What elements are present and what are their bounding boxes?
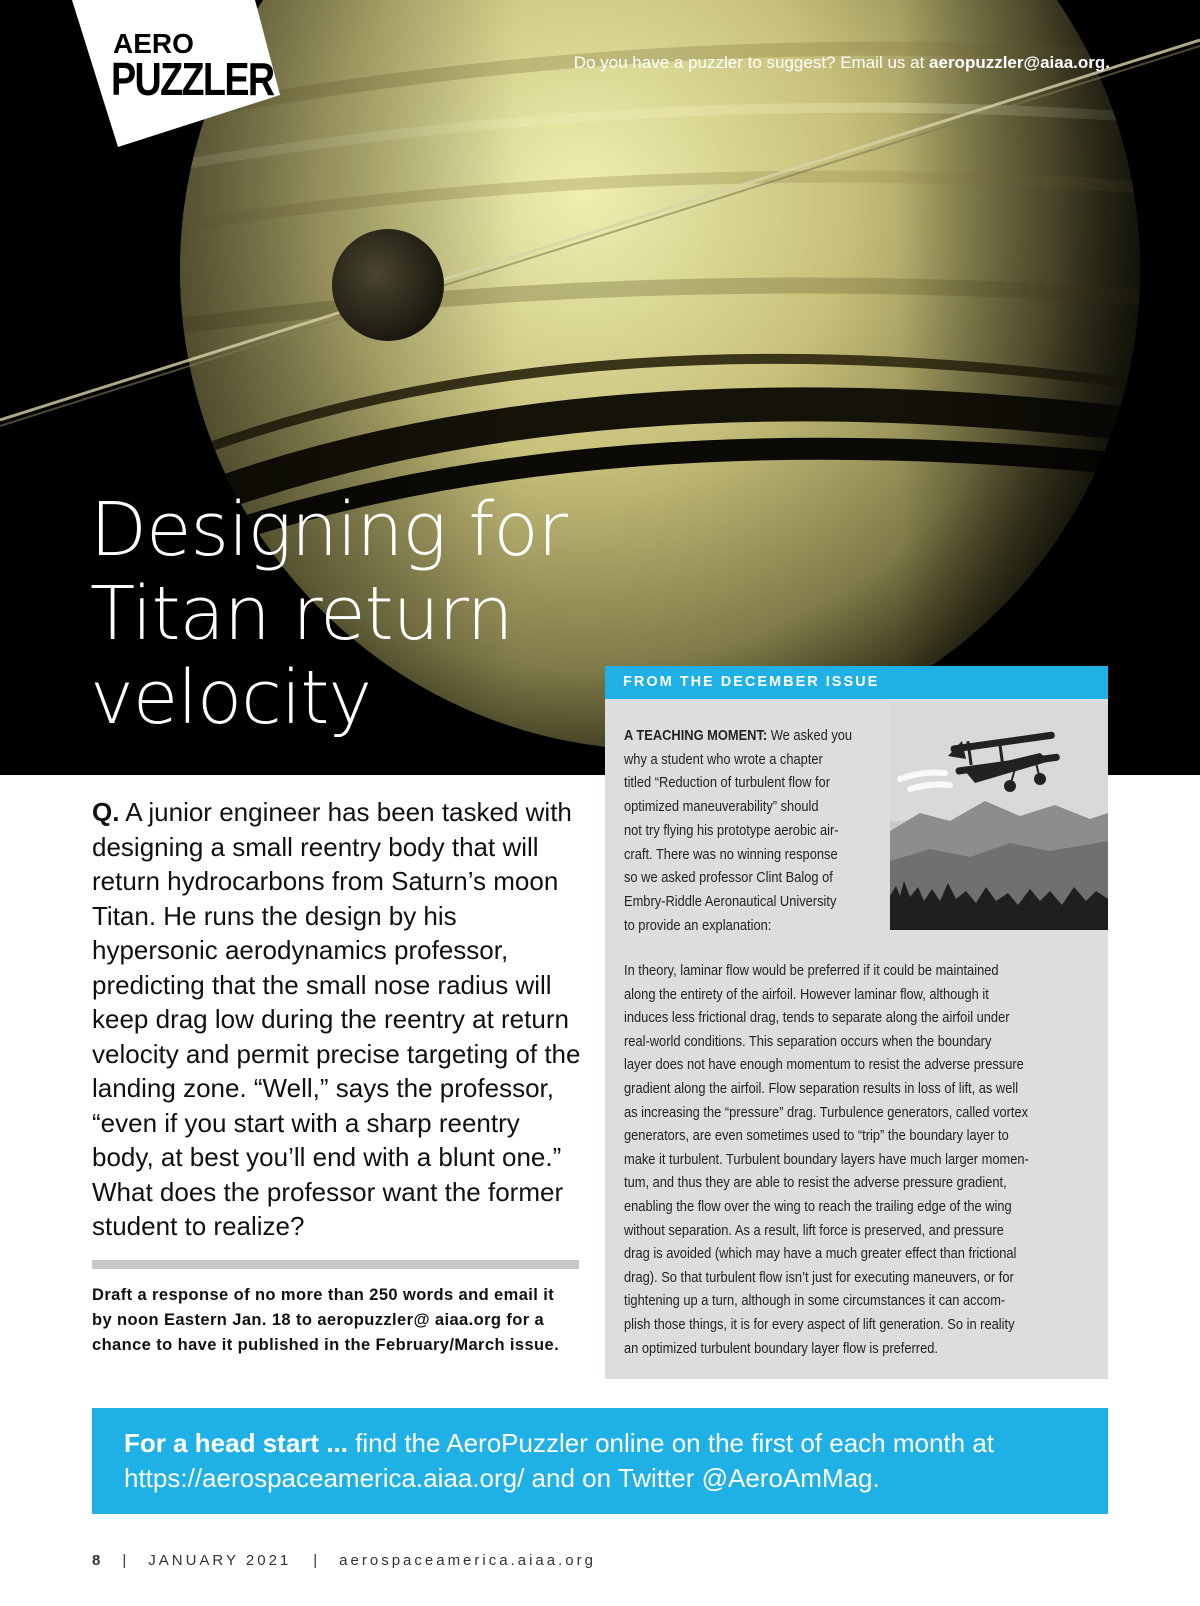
- head-start-text[interactable]: find the AeroPuzzler online on the first of each month at https://aerospaceamerica.aiaa.org/ and on Twitter @AeroAmMag.: [124, 1428, 995, 1493]
- teaching-line: optimized maneuverability” should: [624, 799, 819, 816]
- aeropuzzler-logo: [0, 0, 290, 150]
- teaching-line: Embry-Riddle Aeronautical University: [624, 893, 837, 910]
- issue-date: JANUARY 2021: [148, 1552, 292, 1569]
- answer-line: gradient along the airfoil. Flow separation results in loss of lift, as well: [624, 1080, 1019, 1097]
- page-title: [90, 488, 610, 740]
- head-start-banner: [92, 1408, 1108, 1514]
- divider: [92, 1260, 579, 1269]
- answer-line: real-world conditions. This separation occurs when the boundary: [624, 1033, 992, 1050]
- answer-line: drag). So that turbulent flow isn’t just for executing maneuvers, or for: [624, 1269, 1014, 1286]
- question-text: [92, 795, 582, 1244]
- biplane-photo: [890, 701, 1108, 930]
- title-line-1: Designing for: [90, 487, 568, 573]
- title-line-2: Titan return: [90, 571, 513, 657]
- logo-aero-text: AERO: [113, 28, 194, 59]
- footer-separator: |: [122, 1552, 127, 1569]
- december-issue-sidebar: [605, 666, 1108, 1379]
- suggest-email-link[interactable]: aeropuzzler@aiaa.org.: [929, 53, 1110, 72]
- logo-puzzler-text: PUZZLER: [111, 53, 274, 105]
- suggest-text: Do you have a puzzler to suggest? Email us at: [573, 53, 930, 72]
- page-footer: [92, 1552, 596, 1569]
- answer-line: enabling the flow over the wing to reach the trailing edge of the wing: [624, 1198, 1012, 1215]
- suggest-line: [574, 53, 1110, 73]
- answer-line: generators, are even sometimes used to “trip” the boundary layer to: [624, 1128, 1009, 1145]
- teaching-line: craft. There was no winning response: [624, 846, 838, 863]
- answer-line: plish those things, it is for every aspect of lift generation. So in reality: [624, 1316, 1015, 1333]
- teaching-line: to provide an explanation:: [624, 917, 772, 934]
- answer-line: as increasing the “pressure” drag. Turbulence generators, called vortex: [624, 1104, 1029, 1121]
- question-label: Q.: [92, 797, 120, 827]
- teaching-line: titled “Reduction of turbulent flow for: [624, 775, 830, 792]
- teaching-label: A TEACHING MOMENT:: [624, 728, 768, 744]
- teaching-line-text: We asked you: [767, 728, 853, 744]
- sidebar-header: FROM THE DECEMBER ISSUE: [605, 666, 1108, 699]
- answer-line: make it turbulent. Turbulent boundary layers have much larger momen-: [624, 1151, 1029, 1168]
- answer-text: [624, 960, 1097, 1361]
- answer-line: an optimized turbulent boundary layer flow is preferred.: [624, 1340, 938, 1357]
- teaching-line: [624, 725, 853, 749]
- answer-line: induces less frictional drag, tends to separate along the airfoil under: [624, 1010, 1010, 1027]
- answer-line: In theory, laminar flow would be preferred if it could be maintained: [624, 963, 999, 979]
- teaching-line: so we asked professor Clint Balog of: [624, 870, 833, 887]
- teaching-line: why a student who wrote a chapter: [624, 751, 823, 768]
- answer-line: drag is avoided (which may have a much greater effect than frictional: [624, 1246, 1017, 1263]
- title-line-3: velocity: [90, 655, 372, 741]
- answer-line: along the entirety of the airfoil. However laminar flow, although it: [624, 986, 989, 1003]
- answer-line: tum, and thus they are able to resist the adverse pressure gradient,: [624, 1175, 1007, 1192]
- answer-line: tightening up a turn, although in some circumstances it can accom-: [624, 1293, 1006, 1310]
- page-number: 8: [92, 1552, 101, 1569]
- head-start-lead: For a head start ...: [124, 1428, 348, 1458]
- footer-site-link[interactable]: aerospaceamerica.aiaa.org: [339, 1552, 596, 1569]
- teaching-moment-text: [624, 725, 853, 938]
- submission-instructions: Draft a response of no more than 250 words and email it by noon Eastern Jan. 18 to aeropuzzler@ aiaa.org for a chance to have it published in the February/March issue.: [92, 1286, 560, 1354]
- answer-line: layer does not have enough momentum to resist the adverse pressure: [624, 1057, 1024, 1074]
- question-body: A junior engineer has been tasked with designing a small reentry body that will return hydrocarbons from Saturn’s moon Titan. He runs the design by his hypersonic aerodynamics professor, predicting that the small nose radius will keep drag low during the reentry at return velocity and permit precise targeting of the landing zone. “Well,” says the professor, “even if you start with a sharp reentry body, at best you’ll end with a blunt one.” What does the professor want the former student to realize?: [92, 797, 581, 1241]
- answer-line: without separation. As a result, lift force is preserved, and pressure: [624, 1222, 1004, 1239]
- footer-separator: |: [313, 1552, 318, 1569]
- teaching-line: not try flying his prototype aerobic air-: [624, 822, 839, 839]
